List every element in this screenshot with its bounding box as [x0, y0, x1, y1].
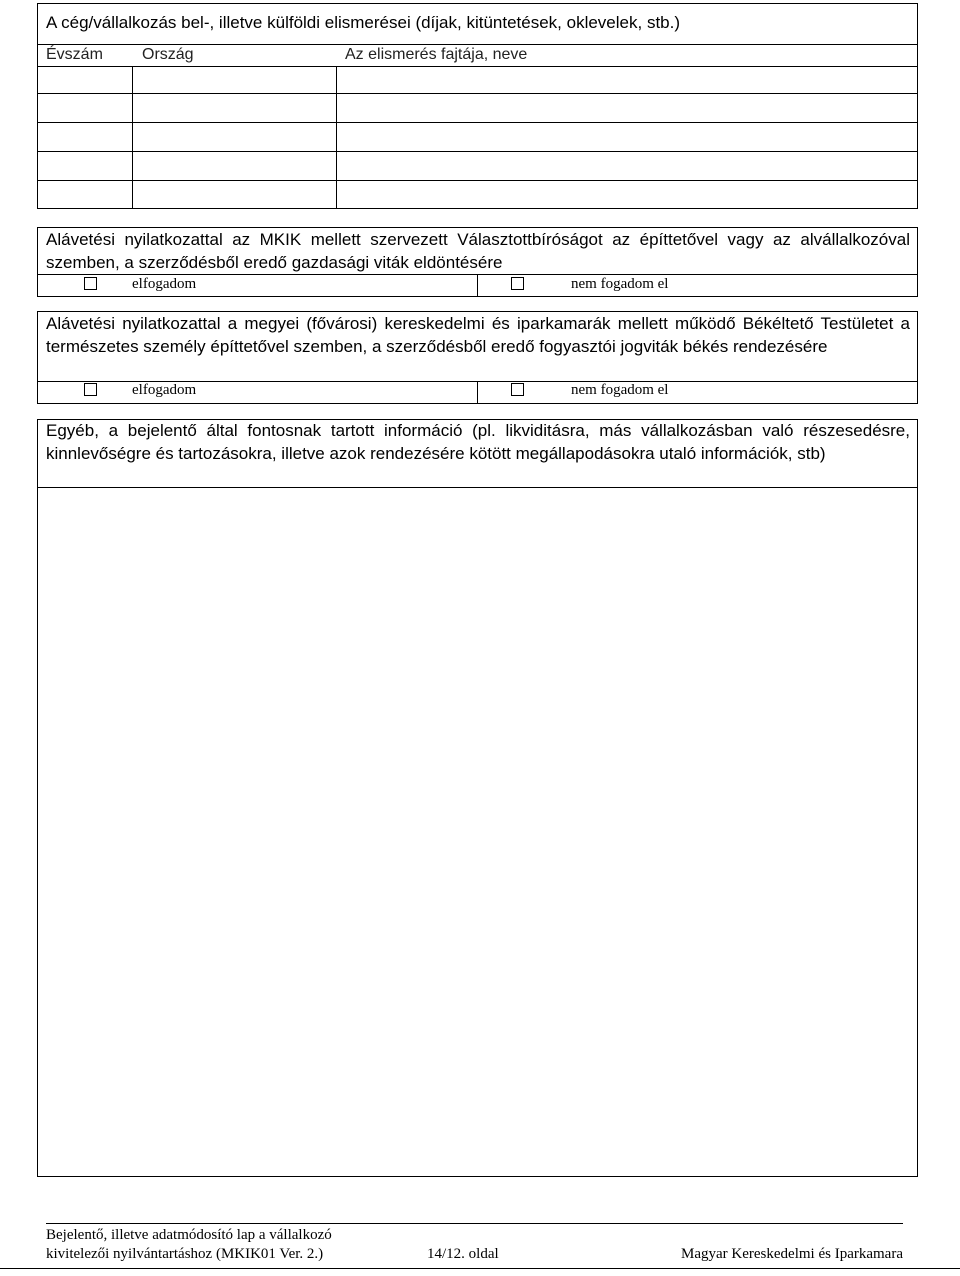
arbitration-accept-checkbox[interactable]: [84, 277, 97, 290]
footer-line2: kivitelezői nyilvántartáshoz (MKIK01 Ver. 2.): [46, 1246, 324, 1262]
conciliation-reject-label: nem fogadom el: [571, 382, 669, 398]
arbitration-reject-label: nem fogadom el: [571, 276, 669, 292]
other-info-textarea[interactable]: [39, 490, 916, 1175]
awards-col-divider: [336, 66, 337, 209]
footer-line1: Bejelentő, illetve adatmódosító lap a vállalkozó: [46, 1227, 332, 1243]
conciliation-reject-checkbox[interactable]: [511, 383, 524, 396]
table-row-divider: [37, 93, 918, 94]
conciliation-accept-checkbox[interactable]: [84, 383, 97, 396]
conciliation-text: Alávetési nyilatkozattal a megyei (fővárosi) kereskedelmi és iparkamarák mellett működő Békéltető Testületet a természetes személy építtetővel szemben, a szerződésből eredő fogyasztói jogviták békés rendezésére: [46, 314, 910, 356]
arbitration-mid-divider: [477, 274, 478, 297]
table-row-divider: [37, 122, 918, 123]
footer-rule: [46, 1223, 903, 1224]
footer-bottom-rule: [0, 1268, 960, 1269]
footer-page: 14/12. oldal: [427, 1246, 499, 1262]
arbitration-reject-checkbox[interactable]: [511, 277, 524, 290]
other-info-text: Egyéb, a bejelentő által fontosnak tartott információ (pl. likviditásra, más vállalkozásban való részesedésre, kinnlevőségre és tartozásokra, illetve azok rendezésére kötött megállapodásokra utaló információk, stb): [46, 421, 910, 463]
table-row-divider: [37, 151, 918, 152]
arbitration-accept-label: elfogadom: [132, 276, 197, 292]
awards-title: A cég/vállalkozás bel-, illetve külföldi elismerései (díjak, kitüntetések, oklevelek, stb.): [46, 13, 681, 32]
table-row-divider: [37, 180, 918, 181]
awards-col-country: Ország: [142, 46, 194, 63]
awards-col-divider: [132, 66, 133, 209]
awards-header-divider: [37, 66, 918, 67]
footer-org: Magyar Kereskedelmi és Iparkamara: [681, 1246, 903, 1262]
conciliation-accept-label: elfogadom: [132, 382, 197, 398]
awards-col-name: Az elismerés fajtája, neve: [345, 46, 528, 63]
arbitration-text: Alávetési nyilatkozattal az MKIK mellett szervezett Választottbíróságot az építtetővel vagy az alvállalkozóval szemben, a szerződésből eredő gazdasági viták eldöntésére: [46, 230, 910, 272]
conciliation-mid-divider: [477, 381, 478, 404]
other-info-divider: [37, 487, 918, 488]
awards-title-divider: [37, 44, 918, 45]
awards-col-year: Évszám: [46, 46, 103, 63]
